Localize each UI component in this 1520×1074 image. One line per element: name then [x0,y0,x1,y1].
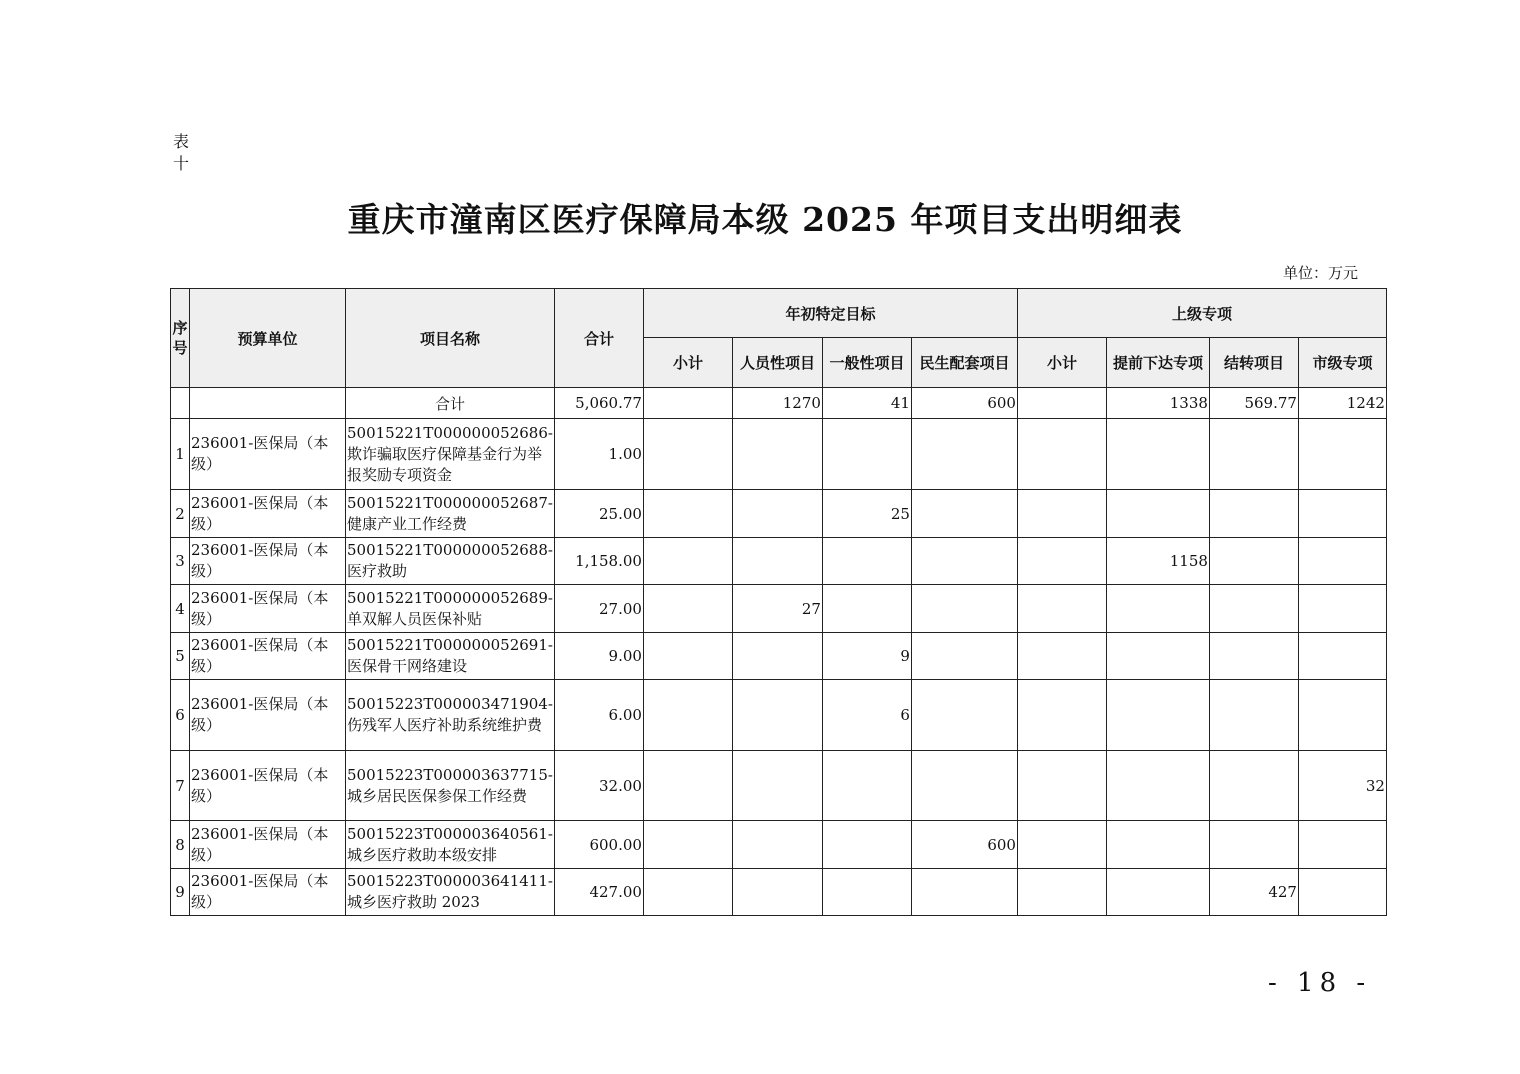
cell-subtotal [643,419,732,490]
cell-project: 50015223T000003640561-城乡医疗救助本级安排 [346,821,555,869]
unit-note: 单位：万元 [1282,264,1358,282]
cell-project: 50015221T000000052688-医疗救助 [346,538,555,585]
cell-unit: 236001-医保局（本级） [190,490,346,538]
cell-seq: 2 [171,490,190,538]
cell-subtotal [643,585,732,633]
cell-general [822,869,911,916]
cell-livelihood [911,490,1017,538]
cell-project: 50015223T000003637715-城乡居民医保参保工作经费 [346,751,555,821]
summary-livelihood: 600 [911,388,1017,419]
cell-personnel [732,633,822,680]
cell-carryover [1209,419,1298,490]
cell-advance [1106,869,1209,916]
cell-seq: 6 [171,680,190,751]
summary-subtotal [643,388,732,419]
cell-upper-subtotal [1017,751,1106,821]
cell-project: 50015223T000003641411-城乡医疗救助 2023 [346,869,555,916]
cell-seq: 7 [171,751,190,821]
cell-total: 25.00 [554,490,643,538]
cell-livelihood [911,869,1017,916]
cell-carryover [1209,538,1298,585]
cell-total: 600.00 [554,821,643,869]
cell-general: 6 [822,680,911,751]
cell-unit: 236001-医保局（本级） [190,869,346,916]
cell-project: 50015221T000000052689-单双解人员医保补贴 [346,585,555,633]
cell-seq: 9 [171,869,190,916]
header-carryover: 结转项目 [1209,338,1298,388]
cell-advance [1106,419,1209,490]
header-subtotal: 小计 [643,338,732,388]
table-row [171,869,1387,916]
summary-total: 5,060.77 [554,388,643,419]
cell-carryover [1209,821,1298,869]
cell-total: 1.00 [554,419,643,490]
cell-city [1298,633,1386,680]
table-row [171,490,1387,538]
cell-subtotal [643,821,732,869]
table-row [171,538,1387,585]
cell-livelihood [911,751,1017,821]
summary-row [171,388,1387,419]
cell-total: 32.00 [554,751,643,821]
cell-livelihood [911,538,1017,585]
cell-unit: 236001-医保局（本级） [190,821,346,869]
cell-seq: 5 [171,633,190,680]
cell-city [1298,680,1386,751]
header-group-initial: 年初特定目标 [643,289,1017,338]
cell-unit: 236001-医保局（本级） [190,751,346,821]
cell-subtotal [643,751,732,821]
summary-upper-subtotal [1017,388,1106,419]
header-advance: 提前下达专项 [1106,338,1209,388]
cell-personnel: 27 [732,585,822,633]
cell-general [822,538,911,585]
cell-seq: 4 [171,585,190,633]
cell-carryover [1209,680,1298,751]
cell-general: 9 [822,633,911,680]
header-personnel: 人员性项目 [732,338,822,388]
header-total: 合计 [554,289,643,388]
table-row [171,585,1387,633]
table-row [171,751,1387,821]
cell-city: 32 [1298,751,1386,821]
cell-total: 427.00 [554,869,643,916]
cell-carryover [1209,585,1298,633]
cell-unit: 236001-医保局（本级） [190,585,346,633]
cell-total: 6.00 [554,680,643,751]
cell-carryover: 427 [1209,869,1298,916]
cell-unit: 236001-医保局（本级） [190,633,346,680]
cell-subtotal [643,538,732,585]
cell-general: 25 [822,490,911,538]
cell-advance [1106,680,1209,751]
cell-unit: 236001-医保局（本级） [190,680,346,751]
cell-upper-subtotal [1017,490,1106,538]
cell-city [1298,490,1386,538]
cell-project: 50015221T000000052691-医保骨干网络建设 [346,633,555,680]
cell-personnel [732,490,822,538]
cell-advance [1106,751,1209,821]
budget-table [170,288,1387,916]
cell-carryover [1209,490,1298,538]
cell-personnel [732,869,822,916]
cell-livelihood [911,419,1017,490]
cell-advance: 1158 [1106,538,1209,585]
cell-upper-subtotal [1017,680,1106,751]
cell-general [822,751,911,821]
cell-carryover [1209,633,1298,680]
cell-city [1298,869,1386,916]
cell-total: 1,158.00 [554,538,643,585]
cell-upper-subtotal [1017,633,1106,680]
table-row [171,821,1387,869]
cell-upper-subtotal [1017,869,1106,916]
table-row [171,680,1387,751]
table-row [171,633,1387,680]
summary-unit [190,388,346,419]
cell-total: 27.00 [554,585,643,633]
cell-subtotal [643,680,732,751]
cell-livelihood [911,633,1017,680]
cell-total: 9.00 [554,633,643,680]
cell-personnel [732,419,822,490]
summary-carryover: 569.77 [1209,388,1298,419]
summary-general: 41 [822,388,911,419]
cell-upper-subtotal [1017,821,1106,869]
cell-subtotal [643,633,732,680]
cell-carryover [1209,751,1298,821]
cell-livelihood [911,585,1017,633]
cell-upper-subtotal [1017,538,1106,585]
cell-city [1298,585,1386,633]
header-city: 市级专项 [1298,338,1386,388]
cell-city [1298,821,1386,869]
cell-unit: 236001-医保局（本级） [190,419,346,490]
cell-personnel [732,751,822,821]
cell-project: 50015221T000000052686-欺诈骗取医疗保障基金行为举报奖励专项资金 [346,419,555,490]
cell-personnel [732,538,822,585]
cell-advance [1106,633,1209,680]
cell-project: 50015223T000003471904-伤残军人医疗补助系统维护费 [346,680,555,751]
cell-seq: 8 [171,821,190,869]
header-upper-subtotal: 小计 [1017,338,1106,388]
header-group-upper: 上级专项 [1017,289,1386,338]
cell-advance [1106,585,1209,633]
cell-livelihood: 600 [911,821,1017,869]
header-livelihood: 民生配套项目 [911,338,1017,388]
document-title: 重庆市潼南区医疗保障局本级 2025 年项目支出明细表 [347,200,1183,239]
cell-general [822,419,911,490]
cell-general [822,821,911,869]
cell-upper-subtotal [1017,585,1106,633]
cell-city [1298,419,1386,490]
cell-general [822,585,911,633]
page-number: - 18 - [1268,968,1372,998]
cell-advance [1106,821,1209,869]
table-label: 表十 [172,132,189,173]
cell-unit: 236001-医保局（本级） [190,538,346,585]
table-row [171,419,1387,490]
cell-project: 50015221T000000052687-健康产业工作经费 [346,490,555,538]
cell-personnel [732,821,822,869]
cell-city [1298,538,1386,585]
cell-livelihood [911,680,1017,751]
cell-subtotal [643,869,732,916]
cell-seq: 1 [171,419,190,490]
header-general: 一般性项目 [822,338,911,388]
cell-upper-subtotal [1017,419,1106,490]
summary-advance: 1338 [1106,388,1209,419]
cell-subtotal [643,490,732,538]
summary-seq [171,388,190,419]
summary-city: 1242 [1298,388,1386,419]
summary-label: 合计 [346,388,555,419]
header-unit: 预算单位 [190,289,346,388]
cell-personnel [732,680,822,751]
summary-personnel: 1270 [732,388,822,419]
cell-advance [1106,490,1209,538]
header-seq: 序号 [171,289,190,388]
header-project: 项目名称 [346,289,555,388]
cell-seq: 3 [171,538,190,585]
